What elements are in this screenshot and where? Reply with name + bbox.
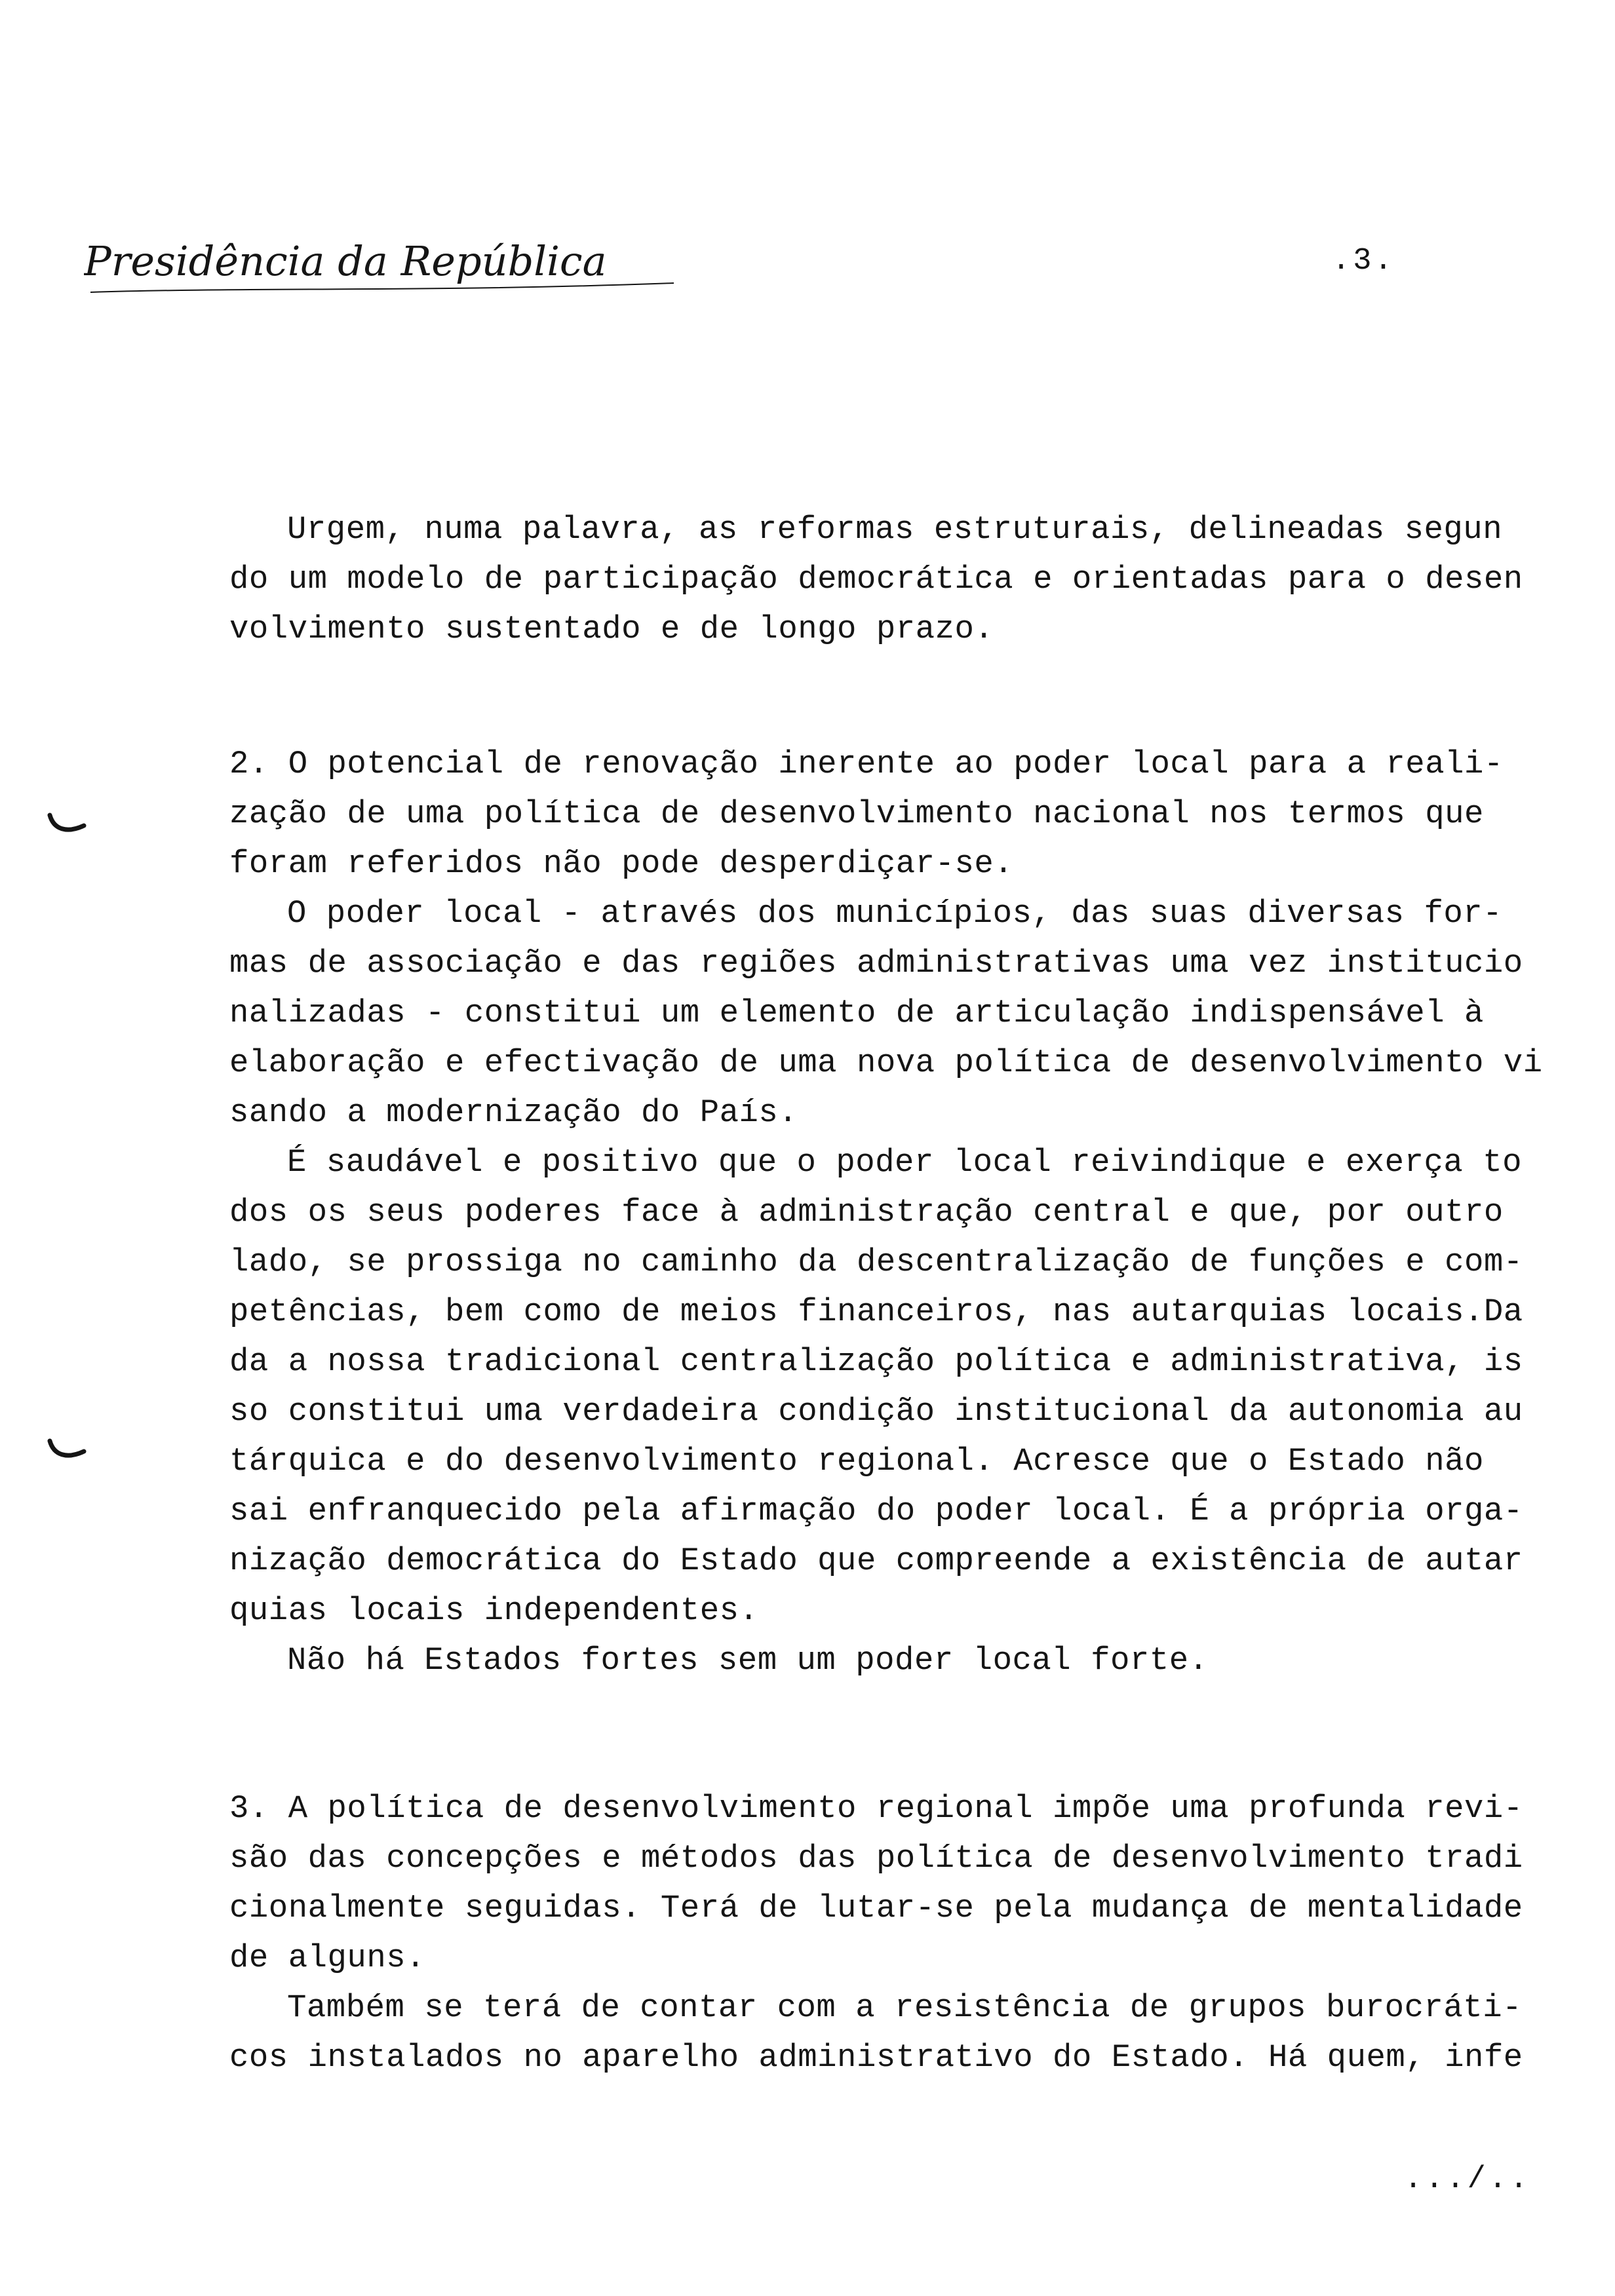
margin-check-mark (47, 813, 87, 839)
text-line: lado, se prossiga no caminho da descentralização de funções e com- (229, 1244, 1523, 1280)
text-line: Não há Estados fortes sem um poder local forte. (287, 1642, 1209, 1679)
text-line: da a nossa tradicional centralização política e administrativa, is (229, 1343, 1523, 1380)
text-line: É saudável e positivo que o poder local reivindique e exerça to (287, 1144, 1523, 1181)
text-line: 3. A política de desenvolvimento regional impõe uma profunda revi- (229, 1790, 1523, 1827)
letterhead (84, 229, 700, 301)
document-body (229, 505, 1543, 2082)
text-line: sando a modernização do País. (229, 1094, 798, 1131)
text-line: 2. O potencial de renovação inerente ao poder local para a reali- (229, 746, 1504, 782)
text-line: nalizadas - constitui um elemento de articulação indispensável à (229, 995, 1484, 1031)
text-line: Urgem, numa palavra, as reformas estruturais, delineadas segun (287, 511, 1503, 548)
page-number: .3. (1332, 244, 1395, 278)
text-line: são das concepções e métodos das política de desenvolvimento tradi (229, 1840, 1523, 1877)
section-3 (229, 1784, 1523, 2082)
text-line: foram referidos não pode desperdiçar-se. (229, 845, 1014, 882)
text-line: mas de associação e das regiões administrativas uma vez institucio (229, 945, 1523, 982)
text-line: petências, bem como de meios financeiros, nas autarquias locais.Da (229, 1293, 1523, 1330)
text-line: dos os seus poderes face à administração central e que, por outro (229, 1194, 1504, 1231)
text-line: nização democrática do Estado que compreende a existência de autar (229, 1542, 1523, 1579)
text-line: volvimento sustentado e de longo prazo. (229, 611, 994, 647)
margin-check-mark (47, 1438, 87, 1464)
continuation-marker: .../.. (1404, 2162, 1531, 2197)
text-line: tárquica e do desenvolvimento regional. Acresce que o Estado não (229, 1443, 1484, 1480)
letterhead-script (84, 229, 700, 301)
text-line: O poder local - através dos municípios, das suas diversas for- (287, 895, 1503, 932)
text-line: so constitui uma verdadeira condição institucional da autonomia au (229, 1393, 1523, 1430)
text-line: zação de uma política de desenvolvimento nacional nos termos que (229, 795, 1484, 832)
section-2 (229, 739, 1543, 1685)
paragraph-conclusion (229, 505, 1523, 654)
text-line: cionalmente seguidas. Terá de lutar-se pela mudança de mentalidade (229, 1890, 1523, 1926)
text-line: do um modelo de participação democrática e orientadas para o desen (229, 561, 1523, 598)
text-line: elaboração e efectivação de uma nova política de desenvolvimento vi (229, 1044, 1543, 1081)
text-line: Também se terá de contar com a resistência de grupos burocráti- (287, 1989, 1523, 2026)
text-line: cos instalados no aparelho administrativo do Estado. Há quem, infe (229, 2039, 1523, 2076)
text-line: quias locais independentes. (229, 1592, 759, 1629)
text-line: de alguns. (229, 1940, 426, 1976)
text-line: sai enfranquecido pela afirmação do poder local. É a própria orga- (229, 1493, 1523, 1529)
letterhead-text: Presidência da República (84, 237, 607, 285)
